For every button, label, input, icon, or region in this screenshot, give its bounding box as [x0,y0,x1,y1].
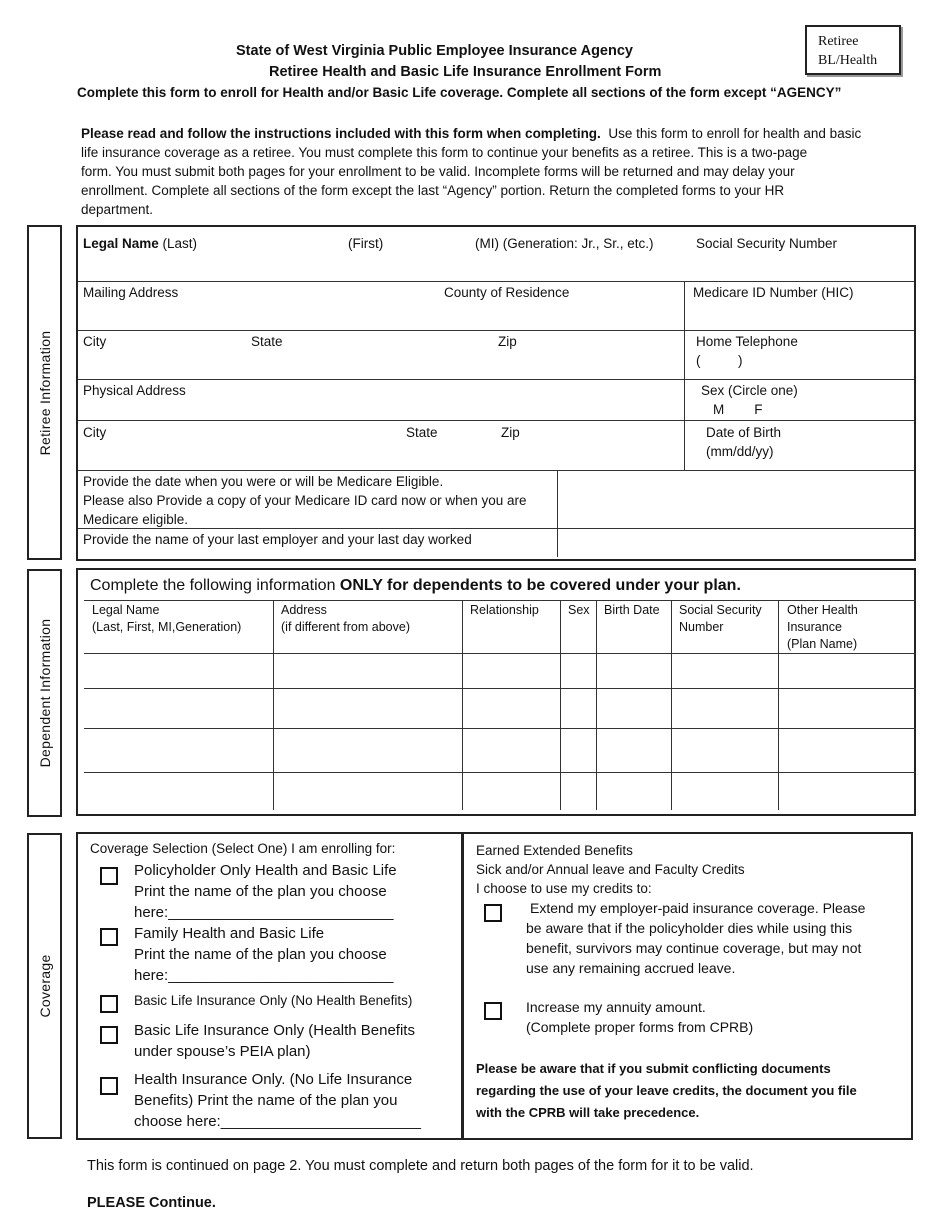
col-relationship: Relationship [470,603,539,617]
coverage-selection-title: Coverage Selection (Select One) I am enrolling for: [90,841,396,856]
dependent-row-1[interactable] [84,654,916,688]
ssn-field[interactable]: Social Security Number [696,236,838,251]
retiree-info-box [76,225,916,561]
opt-basic-life-spouse-checkbox[interactable] [100,1026,118,1044]
col-address: Address (if different from above) [281,603,410,634]
sex-options[interactable]: M F [713,402,763,417]
dependent-section-tab [27,569,62,817]
dependent-row-2[interactable] [84,689,916,728]
opt-basic-life-label: Basic Life Insurance Only (No Health Benefits) [134,993,413,1008]
opt-family-checkbox[interactable] [100,928,118,946]
zip-field[interactable]: Zip [498,334,517,349]
coverage-section-tab [27,833,62,1139]
medicare-line3: Medicare eligible. [83,512,189,527]
form-code-line1: Retiree [818,34,859,49]
legal-name-field[interactable]: Legal Name (Last) [83,236,198,251]
opt-basic-life-spouse-label: Basic Life Insurance Only (Health Benefits under spouse’s PEIA plan) [134,1022,415,1060]
home-phone-field[interactable]: Home Telephone [696,334,798,349]
dependent-row-3[interactable] [84,729,916,772]
dependent-section-label: Dependent Information [36,618,53,768]
opt-policyholder-checkbox[interactable] [100,867,118,885]
eeb-extend-checkbox[interactable] [484,904,502,922]
county-field[interactable]: County of Residence [444,285,570,300]
dob-field[interactable]: Date of Birth [706,425,782,440]
intro-paragraph [81,124,901,219]
conflict-warning: Please be aware that if you submit conflicting documents regarding the use of your leave credits, the document you file with the CPRB will take precedence. [476,1061,857,1120]
please-continue: PLEASE Continue. [87,1195,216,1211]
continued-note: This form is continued on page 2. You must complete and return both pages of the form for it to be valid. [87,1158,754,1174]
form-code-tag [805,25,901,75]
first-name-label: (First) [348,236,384,251]
col-other-insurance: Other Health Insurance (Plan Name) [787,603,858,651]
dob-format: (mm/dd/yy) [706,444,774,459]
col-legal-name: Legal Name (Last, First, MI,Generation) [92,603,242,634]
phone-parens: ( ) [696,353,743,368]
city-field[interactable]: City [83,334,107,349]
agency-title: State of West Virginia Public Employee Insurance Agency [236,43,633,59]
dependent-row-4[interactable] [84,773,916,811]
dependent-heading: Complete the following information ONLY for dependents to be covered under your plan. [90,577,741,594]
opt-health-only-checkbox[interactable] [100,1077,118,1095]
opt-policyholder-label: Policyholder Only Health and Basic Life Print the name of the plan you choose here:___________________________ [134,862,397,921]
sex-field[interactable]: Sex (Circle one) [701,383,798,398]
intro-line1: Use this form to enroll for health and basic [608,126,862,141]
coverage-section-label: Coverage [36,954,53,1018]
retiree-section-tab [27,225,62,560]
intro-line4: enrollment. Complete all sections of the form except the last “Agency” portion. Return the completed forms to your HR [81,183,785,198]
mi-generation-label: (MI) (Generation: Jr., Sr., etc.) [475,236,654,251]
col-sex: Sex [568,603,590,617]
form-subtitle: Complete this form to enroll for Health and/or Basic Life coverage. Complete all sections of the form except “AGENCY” [77,85,842,100]
opt-health-only-label: Health Insurance Only. (No Life Insurance Benefits) Print the name of the plan you choose here:________________________ [134,1071,421,1130]
medicare-line2: Please also Provide a copy of your Medicare ID card now or when you are [83,493,527,508]
intro-line3: form. You must submit both pages for your enrollment to be valid. Incomplete forms will be returned and may delay your [81,164,795,179]
dependent-info-box [76,568,916,816]
intro-line5: department. [81,202,154,217]
medicare-id-field[interactable]: Medicare ID Number (HIC) [693,285,854,300]
form-title: Retiree Health and Basic Life Insurance Enrollment Form [269,64,662,80]
intro-bold: Please read and follow the instructions included with this form when completing. [81,126,601,141]
coverage-selection-box [76,832,463,1140]
zip2-field[interactable]: Zip [501,425,520,440]
opt-family-label: Family Health and Basic Life Print the name of the plan you choose here:___________________________ [134,925,394,984]
state-field[interactable]: State [251,334,283,349]
physical-address-field[interactable]: Physical Address [83,383,186,398]
col-birth-date: Birth Date [604,603,660,617]
col-ssn: Social Security Number [679,603,762,634]
state2-field[interactable]: State [406,425,438,440]
eeb-annuity-checkbox[interactable] [484,1002,502,1020]
city2-field[interactable]: City [83,425,107,440]
opt-basic-life-checkbox[interactable] [100,995,118,1013]
last-employer-label: Provide the name of your last employer and your last day worked [83,532,472,547]
form-code-line2: BL/Health [818,53,878,68]
earned-benefits-box [462,832,913,1140]
eeb-header: Earned Extended Benefits Sick and/or Annual leave and Faculty Credits I choose to use my credits to: [476,843,745,896]
retiree-section-label: Retiree Information [36,330,53,455]
mailing-address-field[interactable]: Mailing Address [83,285,179,300]
eeb-extend-label: Extend my employer-paid insurance coverage. Please be aware that if the policyholder dies while using this benefit, survivors may continue coverage, but may not use any remaining accrued leave. [526,900,866,976]
eeb-annuity-label: Increase my annuity amount. (Complete proper forms from CPRB) [526,999,754,1035]
intro-line2: life insurance coverage as a retiree. You must complete this form to continue your benefits as a retiree. This is a two-page [81,145,808,160]
medicare-line1: Provide the date when you were or will be Medicare Eligible. [83,474,444,489]
